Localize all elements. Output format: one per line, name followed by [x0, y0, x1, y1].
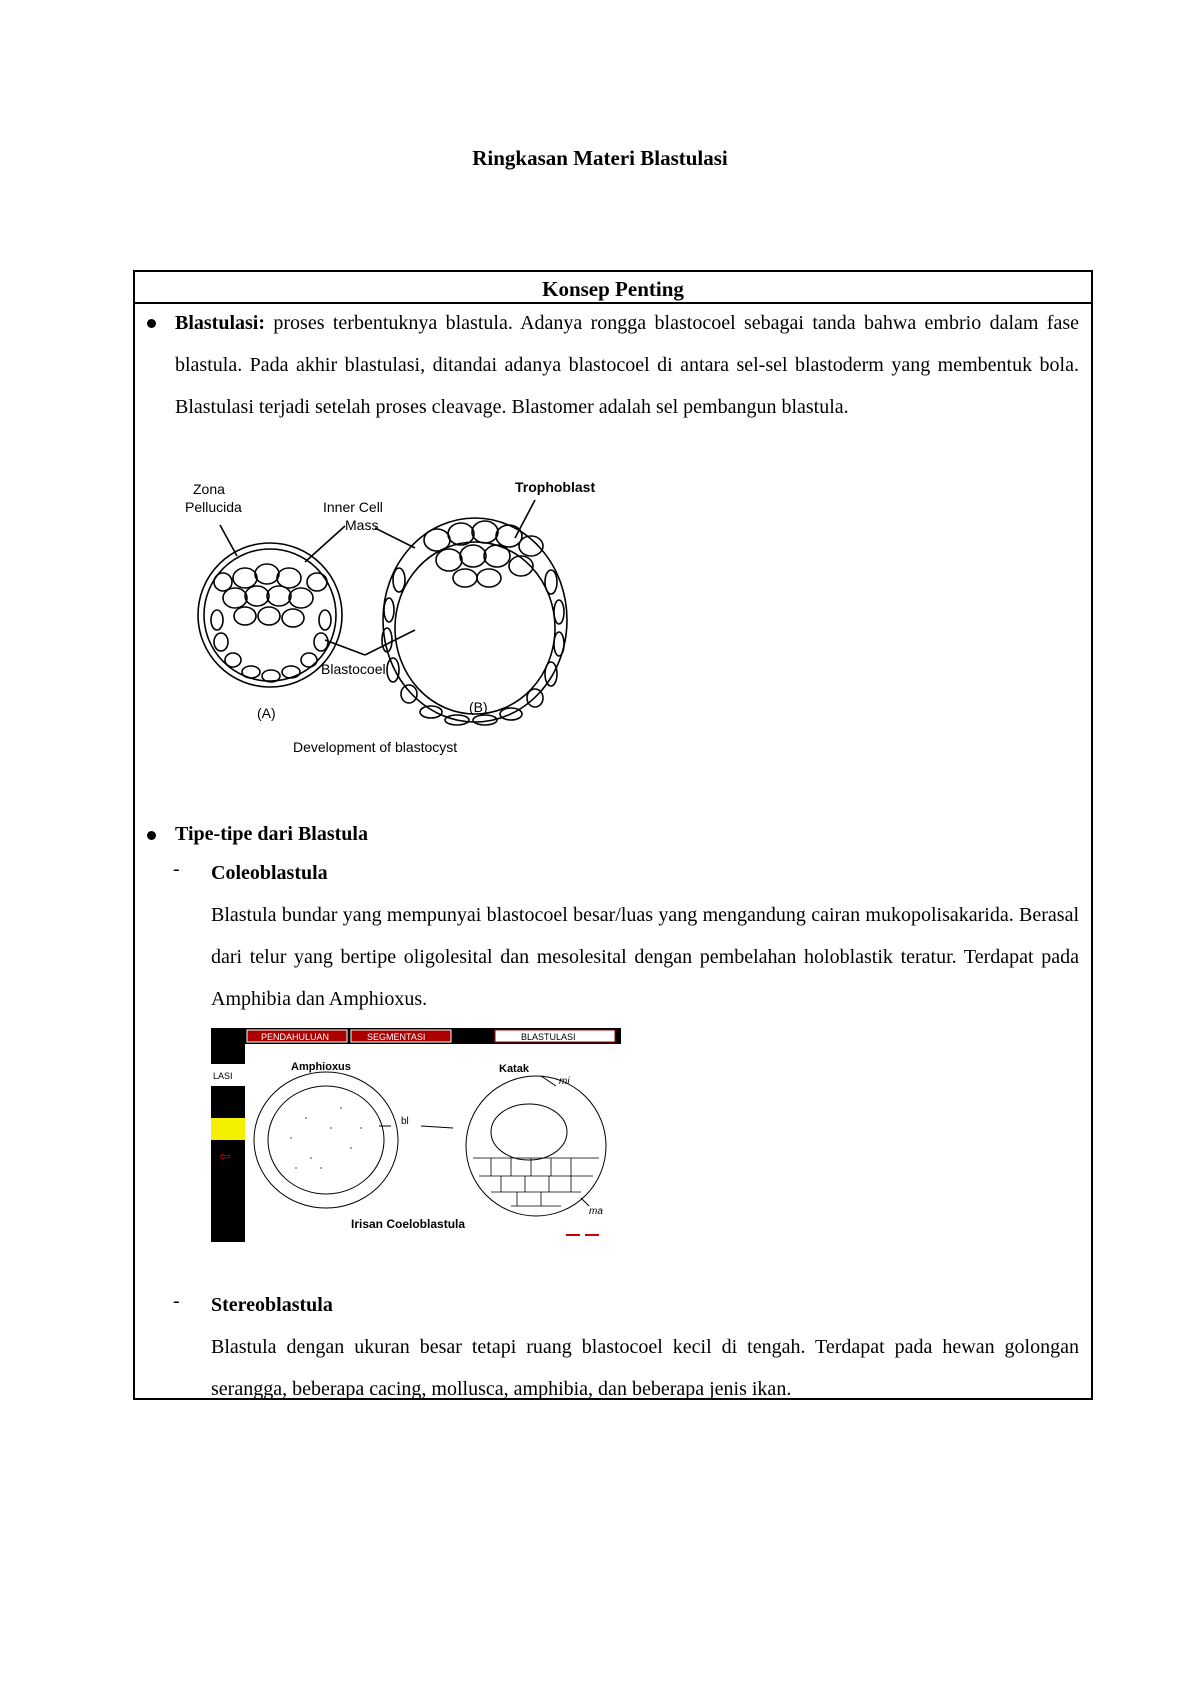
label-inner-cell: Inner Cell	[323, 499, 383, 515]
tab-pendahuluan: PENDAHULUAN	[261, 1032, 330, 1042]
stereoblastula-section	[211, 1284, 1079, 1410]
dash-coeloblastula: -	[173, 858, 180, 880]
inner-cell-mass-b	[424, 521, 543, 587]
label-b: (B)	[469, 699, 488, 715]
blastocyst-b-inner	[395, 542, 555, 714]
side-label: LASI	[213, 1071, 233, 1081]
figure2-caption: Irisan Coeloblastula	[351, 1217, 466, 1231]
katak-title: Katak	[499, 1063, 529, 1075]
stereoblastula-text: Blastula dengan ukuran besar tetapi ruang blastocoel kecil di tengah. Terdapat pada hewan golongan serangga, beberapa cacing, mollusca, amphibia, dan beberapa jenis ikan.	[211, 1336, 1079, 1400]
tab-blastulasi: BLASTULASI	[521, 1032, 576, 1042]
blastulasi-text: proses terbentuknya blastula. Adanya rongga blastocoel sebagai tanda bahwa embrio dalam fase blastula. Pada akhir blastulasi, ditandai adanya blastocoel di antara sel-sel blastoderm yang membentuk bola. Blastulasi terjadi setelah proses cleavage. Blastomer adalah sel pembangun blastula.	[175, 312, 1079, 418]
figure1-caption: Development of blastocyst	[293, 739, 458, 755]
bullet-dot	[147, 319, 156, 328]
label-trophoblast: Trophoblast	[515, 479, 596, 495]
amphioxus-title: Amphioxus	[291, 1061, 351, 1073]
tab-segmentasi: SEGMENTASI	[367, 1032, 426, 1042]
coeloblastula-title: Coleoblastula	[211, 862, 328, 884]
side-yellow-box	[211, 1118, 245, 1140]
coeloblastula-figure	[211, 1028, 621, 1242]
blastulasi-paragraph	[175, 302, 1079, 428]
inner-cell-mass-a	[214, 564, 327, 627]
page-title: Ringkasan Materi Blastulasi	[472, 146, 728, 170]
box-header: Konsep Penting	[135, 272, 1091, 304]
dash-stereoblastula: -	[173, 1290, 180, 1312]
label-a: (A)	[257, 705, 276, 721]
tipe-tipe-heading: Tipe-tipe dari Blastula	[175, 823, 368, 845]
coeloblastula-section	[211, 852, 1079, 1020]
label-bl: bl	[401, 1116, 409, 1127]
label-blastocoel: Blastocoel	[321, 661, 386, 677]
back-arrow-icon: ⇦	[219, 1148, 231, 1164]
label-mi: mi	[559, 1076, 570, 1087]
label-pellucida: Pellucida	[185, 499, 242, 515]
label-ma: ma	[589, 1206, 603, 1217]
label-mass: Mass	[345, 517, 379, 533]
concept-box	[133, 270, 1093, 1400]
blastocyst-figure	[175, 470, 615, 760]
label-zona: Zona	[193, 481, 225, 497]
coeloblastula-text: Blastula bundar yang mempunyai blastocoel besar/luas yang mengandung cairan mukopolisakarida. Berasal dari telur yang bertipe oligolesital dan mesolesital dengan pembelahan holoblastik teratur. Terdapat pada Amphibia dan Amphioxus.	[211, 904, 1079, 1010]
blastulasi-term: Blastulasi:	[175, 312, 266, 334]
stereoblastula-title: Stereoblastula	[211, 1294, 333, 1316]
bullet-dot	[147, 831, 156, 840]
trophoblast-ring-a	[211, 610, 331, 682]
